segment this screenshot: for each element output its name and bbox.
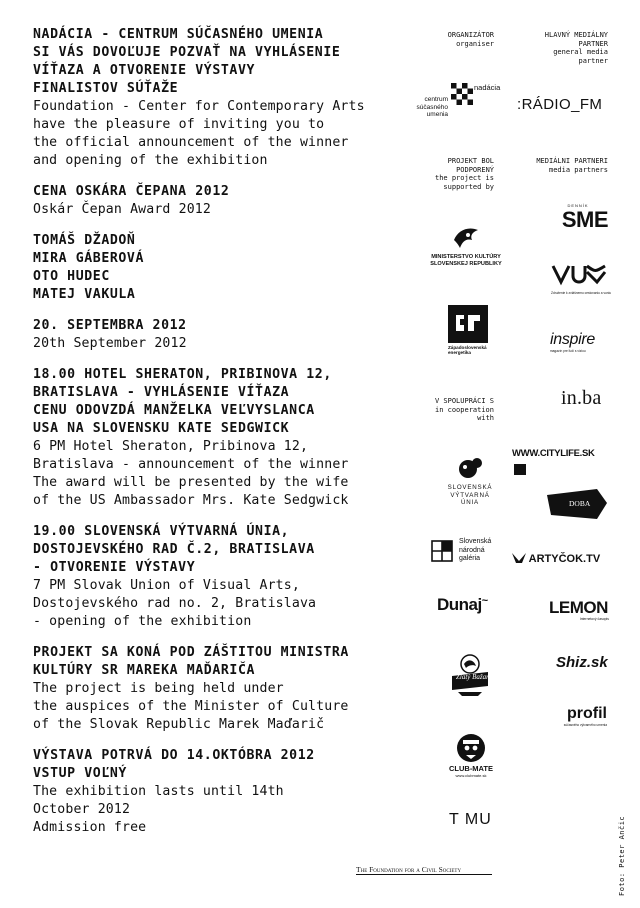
zse-logo[interactable] bbox=[448, 305, 498, 355]
cooperation-label-line: with bbox=[477, 414, 494, 422]
finalist-name: MATEJ VAKULA bbox=[33, 287, 136, 302]
patron-block bbox=[33, 644, 393, 734]
ministry-line: SLOVENSKEJ REPUBLIKY bbox=[430, 260, 502, 267]
ministry-logo[interactable] bbox=[416, 226, 516, 272]
patron-sk-line: PROJEKT SA KONÁ POD ZÁŠTITOU MINISTRA bbox=[33, 645, 349, 660]
date-en: 20th September 2012 bbox=[33, 336, 187, 351]
dunaj-word: Dunaj bbox=[437, 595, 482, 614]
media-partner-label bbox=[545, 31, 608, 65]
nadacia-word: nadácia bbox=[474, 83, 501, 92]
sme-word: SME bbox=[561, 207, 608, 232]
invitation-text bbox=[33, 26, 393, 850]
svu-face-icon bbox=[457, 457, 483, 481]
zlaty-bazant-logo[interactable] bbox=[448, 652, 492, 698]
cooperation-label-line: in cooperation bbox=[434, 405, 494, 414]
bazant-word: Zlatý bbox=[456, 673, 471, 681]
nadacia-sub-line: centrum bbox=[424, 96, 448, 103]
shiz-word: Shiz.sk bbox=[556, 654, 608, 671]
patron-en-line: the auspices of the Minister of Culture bbox=[33, 699, 349, 714]
patron-en-line: The project is being held under bbox=[33, 681, 284, 696]
nadacia-sub-line: súčasného bbox=[416, 103, 448, 111]
event1-sk-line: BRATISLAVA - VYHLÁSENIE VÍŤAZA bbox=[33, 385, 290, 400]
bazant-text bbox=[456, 674, 492, 681]
inba-logo[interactable] bbox=[561, 387, 601, 410]
photo-credit: Foto: Peter Ančic bbox=[618, 815, 626, 896]
award-block bbox=[33, 183, 393, 219]
foundation-civil-society-logo[interactable] bbox=[356, 865, 492, 875]
event2-sk-line: - OTVORENIE VÝSTAVY bbox=[33, 560, 196, 575]
lemon-word: LEMON bbox=[549, 598, 608, 617]
supported-label-line: PROJEKT BOL bbox=[447, 157, 494, 165]
inspire-word: inspire bbox=[550, 331, 596, 348]
patron-en-line: of the Slovak Republic Marek Maďarič bbox=[33, 717, 325, 732]
citylife-word: WWW.CITYLIFE.SK bbox=[512, 448, 595, 459]
profil-word: profil bbox=[567, 705, 607, 722]
media-partner-label-line: PARTNER bbox=[578, 39, 608, 48]
dunaj-logo[interactable] bbox=[437, 595, 488, 615]
media-partner-label-line: general media bbox=[553, 48, 608, 56]
cooperation-label bbox=[435, 397, 494, 423]
event2-block bbox=[33, 523, 393, 631]
finalist-name: TOMÁŠ DŽADOŇ bbox=[33, 233, 136, 248]
zse-symbol-icon bbox=[448, 305, 488, 343]
date-sk: 20. SEPTEMBRA 2012 bbox=[33, 318, 187, 333]
finalist-name: OTO HUDEC bbox=[33, 269, 110, 284]
event2-en-line: 7 PM Slovak Union of Visual Arts, bbox=[33, 578, 300, 593]
lemon-caption: Internetový časopis bbox=[579, 617, 609, 621]
dunaj-tilde: ~ bbox=[481, 595, 488, 607]
award-title-en: Oskár Čepan Award 2012 bbox=[33, 202, 211, 217]
vuna-mark-icon bbox=[551, 264, 607, 286]
intro-en-line: have the pleasure of inviting you to bbox=[33, 117, 325, 132]
intro-sk-line: FINALISTOV SÚŤAŽE bbox=[33, 81, 179, 96]
nadacia-logo[interactable] bbox=[416, 83, 501, 123]
media-partner-label-line: partner bbox=[578, 56, 608, 65]
supported-label-line: PODPORENÝ bbox=[456, 165, 494, 174]
date-block bbox=[33, 317, 393, 353]
duration-sk-line: VÝSTAVA POTRVÁ DO 14.OKTÓBRA 2012 bbox=[33, 748, 315, 763]
clubmate-logo[interactable] bbox=[441, 733, 501, 779]
duration-en-line: Admission free bbox=[33, 820, 147, 835]
intro-en-line: and opening of the exhibition bbox=[33, 153, 268, 168]
clubmate-url: www.clubmate.sk bbox=[455, 773, 487, 778]
intro-sk-line: VÍŤAZA A OTVORENIE VÝSTAVY bbox=[33, 63, 256, 78]
artycok-word: ARTYČOK.TV bbox=[528, 553, 601, 565]
clubmate-word: CLUB-MATE bbox=[448, 764, 494, 773]
event2-en-line: Dostojevského rad no. 2, Bratislava bbox=[33, 596, 317, 611]
sng-text bbox=[459, 538, 491, 564]
event2-en-line: - opening of the exhibition bbox=[33, 614, 252, 629]
svu-line: ÚNIA bbox=[461, 499, 479, 506]
zse-mark bbox=[448, 305, 488, 343]
duration-block bbox=[33, 747, 393, 837]
svu-line: VÝTVARNÁ bbox=[450, 491, 490, 499]
radio-fm-logo[interactable] bbox=[517, 96, 602, 113]
sng-square-icon bbox=[431, 540, 453, 562]
nadacia-sub bbox=[417, 96, 448, 119]
sng-logo[interactable] bbox=[431, 538, 511, 568]
supported-label-line: the project is bbox=[434, 174, 494, 182]
foundation-civil-word: The Foundation for a Civil Society bbox=[356, 865, 462, 874]
nadacia-sub-line: umenia bbox=[426, 111, 448, 118]
citylife-badge-icon bbox=[514, 464, 526, 475]
svu-line: SLOVENSKÁ bbox=[447, 484, 493, 491]
doba-logo[interactable] bbox=[547, 489, 607, 519]
event1-sk-line: USA NA SLOVENSKU KATE SEDGWICK bbox=[33, 421, 290, 436]
media-partner-label-line: HLAVNÝ MEDIÁLNY bbox=[544, 31, 608, 39]
intro-sk-line: NADÁCIA - CENTRUM SÚČASNÉHO UMENIA bbox=[33, 27, 324, 42]
vuna-caption: Združenie k zvlášnemu cestovaniu a vuniu bbox=[551, 291, 612, 295]
duration-sk-line: VSTUP VOĽNÝ bbox=[33, 766, 127, 781]
zse-line: energetika bbox=[448, 350, 471, 356]
media-partners-label-en: media partners bbox=[548, 165, 608, 174]
event2-sk-line: 19.00 SLOVENSKÁ VÝTVARNÁ ÚNIA, bbox=[33, 524, 290, 539]
event1-block bbox=[33, 366, 393, 510]
inba-word: in.ba bbox=[561, 387, 602, 409]
vuna-logo[interactable] bbox=[551, 264, 611, 298]
sme-small-word: DENNÍK bbox=[567, 203, 589, 208]
citylife-logo[interactable] bbox=[512, 443, 612, 479]
event1-en-line: of the US Ambassador Mrs. Kate Sedgwick bbox=[33, 493, 349, 508]
intro-block bbox=[33, 26, 393, 170]
intro-en-line: the official announcement of the winner bbox=[33, 135, 349, 150]
duration-en-line: October 2012 bbox=[33, 802, 131, 817]
clubmate-figure-icon bbox=[456, 733, 486, 763]
svu-logo[interactable] bbox=[438, 457, 502, 513]
duration-en-line: The exhibition lasts until 14th bbox=[33, 784, 284, 799]
supported-label bbox=[435, 157, 494, 191]
profil-logo[interactable] bbox=[535, 705, 607, 727]
bazant-word: Bažant bbox=[472, 673, 492, 681]
organizer-label-en: organiser bbox=[456, 39, 494, 48]
ministry-line: MINISTERSTVO KULTÚRY bbox=[431, 254, 501, 260]
tmu-logo[interactable] bbox=[449, 811, 492, 829]
organizer-label bbox=[448, 31, 494, 48]
inspire-logo[interactable] bbox=[550, 331, 610, 357]
tmu-word: T MU bbox=[449, 811, 492, 828]
finalist-name: MIRA GÁBEROVÁ bbox=[33, 251, 145, 266]
profil-caption: súčasného výtvarného umenia bbox=[563, 723, 607, 727]
media-partners-label-sk: MEDIÁLNI PARTNERI bbox=[536, 157, 608, 165]
lemon-logo[interactable] bbox=[549, 599, 609, 621]
organizer-label-sk: ORGANIZÁTOR bbox=[447, 31, 494, 39]
finalists-block bbox=[33, 232, 393, 304]
event2-sk-line: DOSTOJEVSKÉHO RAD Č.2, BRATISLAVA bbox=[33, 542, 315, 557]
sng-line: galéria bbox=[459, 555, 481, 562]
intro-en-line: Foundation - Center for Contemporary Arts bbox=[33, 99, 365, 114]
event1-en-line: The award will be presented by the wife bbox=[33, 475, 349, 490]
checker-icon bbox=[451, 83, 473, 105]
event1-sk-line: 18.00 HOTEL SHERATON, PRIBINOVA 12, bbox=[33, 367, 332, 382]
zse-line: Západoslovenská bbox=[448, 345, 487, 350]
event1-en-line: 6 PM Hotel Sheraton, Pribinova 12, bbox=[33, 439, 309, 454]
ministry-crest-icon bbox=[452, 226, 480, 250]
event1-en-line: Bratislava - announcement of the winner bbox=[33, 457, 349, 472]
intro-sk-line: SI VÁS DOVOĽUJE POZVAŤ NA VYHLÁSENIE bbox=[33, 45, 341, 60]
sng-line: Slovenská bbox=[459, 538, 492, 545]
media-partners-label bbox=[536, 157, 608, 174]
artycok-logo[interactable] bbox=[512, 553, 600, 565]
doba-word: DOBA bbox=[569, 499, 591, 508]
cooperation-label-line: V SPOLUPRÁCI S bbox=[434, 397, 494, 405]
event1-sk-line: CENU ODOVZDÁ MANŽELKA VEĽVYSLANCA bbox=[33, 403, 315, 418]
award-title-sk: CENA OSKÁRA ČEPANA 2012 bbox=[33, 184, 230, 199]
sme-logo[interactable] bbox=[548, 203, 608, 239]
supported-label-line: supported by bbox=[443, 182, 494, 191]
sng-line: národná bbox=[459, 546, 485, 554]
patron-sk-line: KULTÚRY SR MAREKA MAĎARIČA bbox=[33, 663, 256, 678]
radio-fm-word: :RÁDIO_FM bbox=[517, 96, 603, 113]
shiz-logo[interactable] bbox=[556, 654, 608, 671]
inspire-caption: magazín pre ľudí s víziou bbox=[550, 349, 586, 353]
artycok-bird-icon bbox=[512, 553, 526, 563]
